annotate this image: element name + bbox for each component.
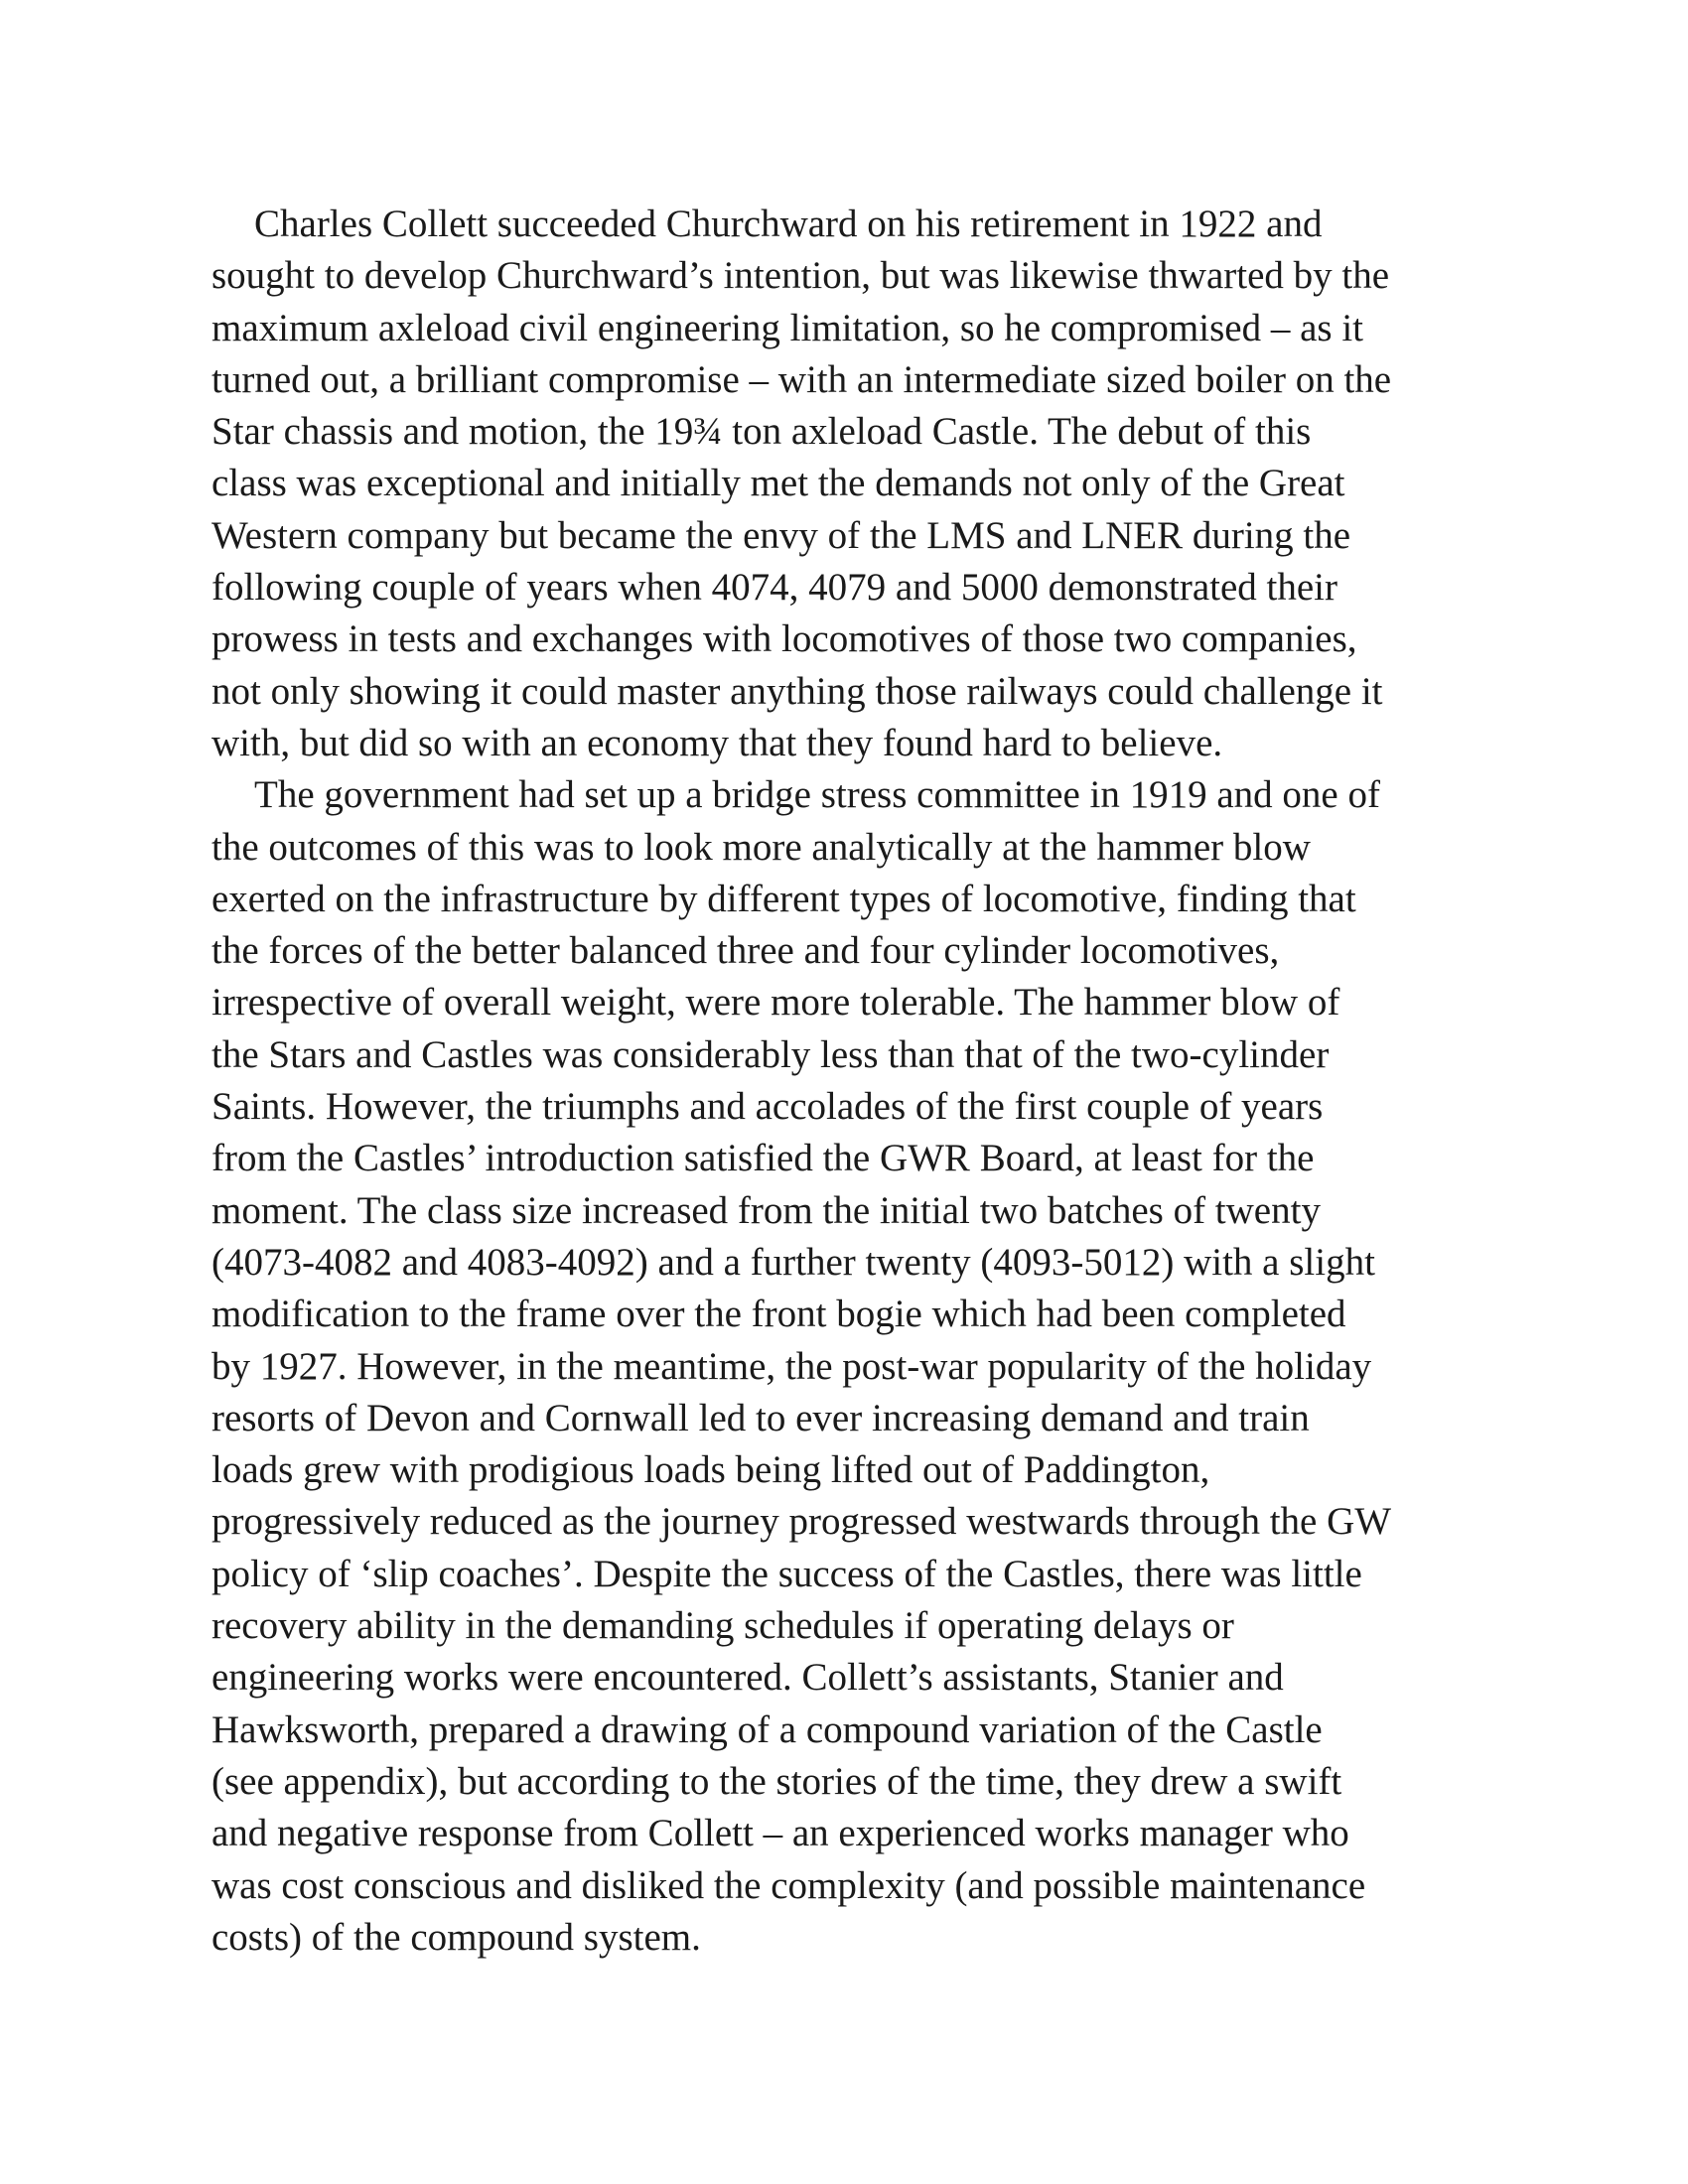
paragraph-2-line: Saints. However, the triumphs and accolades of the first couple of years	[211, 1085, 1324, 1129]
paragraph-2-line: The government had set up a bridge stress committee in 1919 and one of	[254, 773, 1380, 817]
paragraph-2-line: moment. The class size increased from the initial two batches of twenty	[211, 1188, 1321, 1232]
paragraph-1-line: not only showing it could master anything those railways could challenge it	[211, 669, 1383, 713]
paragraph-1-line: sought to develop Churchward’s intention, but was likewise thwarted by the	[211, 254, 1390, 298]
paragraph-2-line: resorts of Devon and Cornwall led to ever increasing demand and train	[211, 1396, 1310, 1439]
paragraph-2-line: by 1927. However, in the meantime, the post-war popularity of the holiday	[211, 1344, 1372, 1388]
paragraph-2-line: the Stars and Castles was considerably less than that of the two-cylinder	[211, 1032, 1330, 1076]
paragraph-1-line: class was exceptional and initially met the demands not only of the Great	[211, 462, 1345, 505]
paragraph-2-line: the forces of the better balanced three and four cylinder locomotives,	[211, 929, 1280, 973]
paragraph-2-line: (4073-4082 and 4083-4092) and a further twenty (4093-5012) with a slight	[211, 1240, 1375, 1284]
paragraph-2-line: exerted on the infrastructure by different types of locomotive, finding that	[211, 877, 1356, 920]
paragraph-1-line: Charles Collett succeeded Churchward on his retirement in 1922 and	[254, 203, 1323, 245]
paragraph-2-line: policy of ‘slip coaches’. Despite the success of the Castles, there was little	[211, 1552, 1362, 1595]
paragraph-2-line: modification to the frame over the front bogie which had been completed	[211, 1293, 1346, 1336]
paragraph-1-line: Star chassis and motion, the 19¾ ton axleload Castle. The debut of this	[211, 410, 1312, 454]
paragraph-1-line: maximum axleload civil engineering limitation, so he compromised – as it	[211, 306, 1364, 349]
paragraph-2-line: engineering works were encountered. Collett’s assistants, Stanier and	[211, 1656, 1284, 1700]
paragraph-2-line: from the Castles’ introduction satisfied the GWR Board, at least for the	[211, 1137, 1315, 1180]
paragraph-2-line: and negative response from Collett – an experienced works manager who	[211, 1812, 1349, 1855]
paragraph-1-line: Western company but became the envy of the LMS and LNER during the	[211, 513, 1351, 557]
paragraph-2-line: costs) of the compound system.	[211, 1915, 701, 1959]
paragraph-1-line: prowess in tests and exchanges with locomotives of those two companies,	[211, 617, 1357, 661]
paragraph-1-line: turned out, a brilliant compromise – with an intermediate sized boiler on the	[211, 357, 1392, 401]
paragraph-1-line: following couple of years when 4074, 4079 and 5000 demonstrated their	[211, 566, 1337, 610]
paragraph-2-line: recovery ability in the demanding schedules if operating delays or	[211, 1604, 1234, 1648]
paragraph-2-line: irrespective of overall weight, were more tolerable. The hammer blow of	[211, 981, 1340, 1024]
paragraph-2-line: (see appendix), but according to the stories of the time, they drew a swift	[211, 1759, 1342, 1803]
paragraph-2-line: Hawksworth, prepared a drawing of a compound variation of the Castle	[211, 1707, 1323, 1751]
paragraph-1-line: with, but did so with an economy that they found hard to believe.	[211, 721, 1223, 764]
body-text	[211, 199, 1502, 1964]
paragraph-2-line: the outcomes of this was to look more analytically at the hammer blow	[211, 825, 1311, 869]
paragraph-2-line: loads grew with prodigious loads being lifted out of Paddington,	[211, 1448, 1210, 1492]
paragraph-2-line: progressively reduced as the journey progressed westwards through the GW	[211, 1500, 1392, 1544]
paragraph-2-line: was cost conscious and disliked the complexity (and possible maintenance	[211, 1863, 1366, 1907]
